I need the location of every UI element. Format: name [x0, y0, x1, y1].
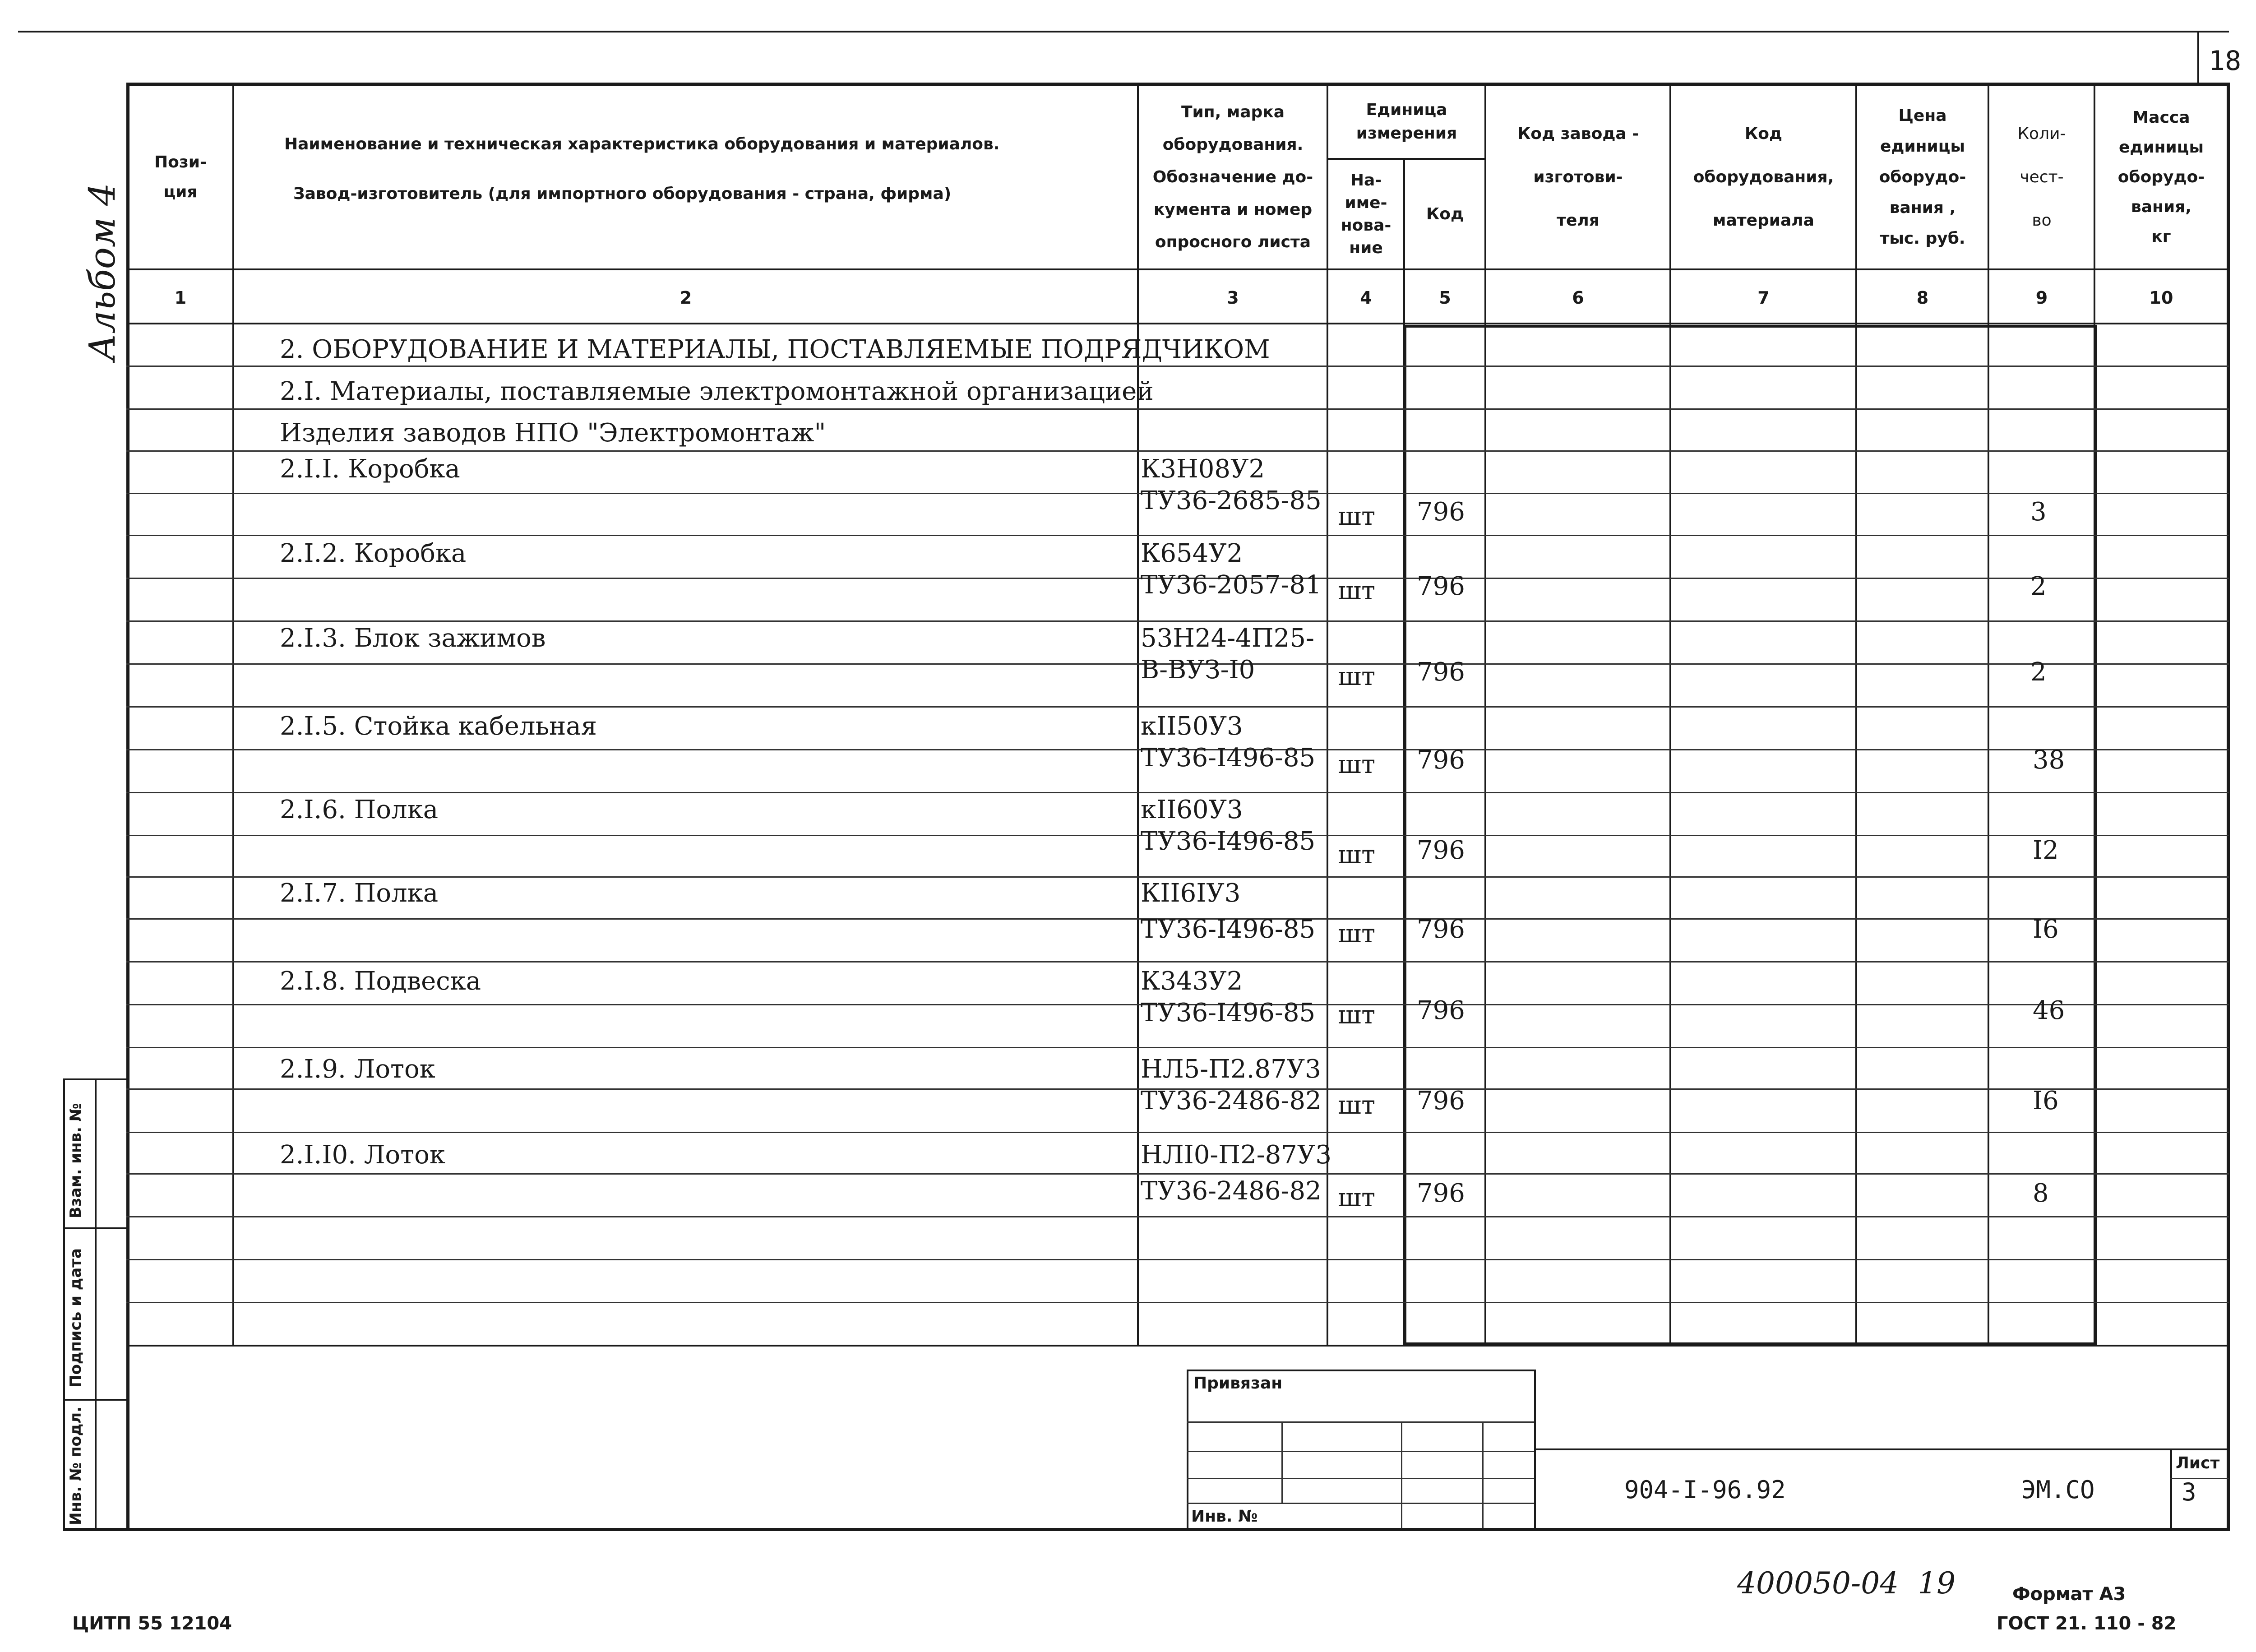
- row-11-type: кII60У3: [1141, 795, 1243, 824]
- colnum-1: 1: [174, 288, 187, 308]
- row-17-name: 2.I.9. Лоток: [280, 1055, 435, 1084]
- row-13-type: КII6IУ3: [1141, 879, 1241, 908]
- colnum-10: 10: [2149, 288, 2173, 308]
- row-8-code: 796: [1417, 657, 1465, 687]
- row-6-qty: 2: [2030, 572, 2047, 601]
- row-10-type: ТУ36-I496-85: [1141, 743, 1316, 773]
- row-16-unit: шт: [1338, 1000, 1376, 1030]
- row-14-code: 796: [1417, 915, 1465, 944]
- inv-no-label: Инв. №: [1191, 1507, 1258, 1526]
- row-9-type: кII50У3: [1141, 712, 1243, 741]
- row-10-unit: шт: [1338, 750, 1376, 779]
- row-5-type: К654У2: [1141, 539, 1243, 568]
- list-label: Лист: [2176, 1454, 2220, 1472]
- header-position: Пози- ция: [154, 153, 207, 201]
- colnum-4: 4: [1360, 288, 1372, 308]
- row-7-type: 53Н24-4П25-: [1141, 624, 1314, 653]
- row-11-name: 2.I.6. Полка: [280, 795, 439, 824]
- row-20-code: 796: [1417, 1179, 1465, 1208]
- header-factory-code: Код завода - изготови- теля: [1517, 124, 1639, 230]
- row-10-code: 796: [1417, 745, 1465, 775]
- row-5-name: 2.I.2. Коробка: [280, 539, 467, 568]
- row-4-unit: шт: [1338, 502, 1376, 531]
- row-6-code: 796: [1417, 572, 1465, 601]
- row-4-code: 796: [1417, 497, 1465, 527]
- row-18-qty: I6: [2033, 1086, 2059, 1115]
- header-unit-code: Код: [1426, 205, 1464, 223]
- album-label: Альбом 4: [81, 183, 123, 361]
- colnum-6: 6: [1572, 288, 1584, 308]
- row-12-code: 796: [1417, 836, 1465, 865]
- row-16-qty: 46: [2033, 996, 2065, 1025]
- row-0-name: 2. ОБОРУДОВАНИЕ И МАТЕРИАЛЫ, ПОСТАВЛЯЕМЫЕ ПОДРЯДЧИКОМ: [280, 335, 1270, 364]
- row-20-unit: шт: [1338, 1183, 1376, 1212]
- row-16-type: ТУ36-I496-85: [1141, 998, 1316, 1027]
- row-8-qty: 2: [2030, 657, 2047, 687]
- row-9-name: 2.I.5. Стойка кабельная: [280, 712, 597, 741]
- header-equipment-code: Код оборудования, материала: [1693, 124, 1834, 230]
- row-6-type: ТУ36-2057-81: [1141, 570, 1322, 600]
- colnum-9: 9: [2035, 288, 2048, 308]
- row-3-type: К3Н08У2: [1141, 454, 1265, 484]
- row-12-type: ТУ36-I496-85: [1141, 827, 1316, 856]
- row-18-type: ТУ36-2486-82: [1141, 1086, 1322, 1115]
- list-number: 3: [2182, 1478, 2196, 1506]
- format-label: Формат А3: [2012, 1584, 2126, 1605]
- header-name-line1: Наименование и техническая характеристика оборудования и материалов.: [284, 135, 1000, 153]
- handwritten-number: 400050-04 19: [1737, 1566, 1956, 1601]
- header-quantity: Коли- чест- во: [2017, 124, 2066, 230]
- row-19-name: 2.I.I0. Лоток: [280, 1140, 445, 1170]
- document-suffix: ЭМ.СО: [2021, 1476, 2095, 1504]
- row-12-qty: I2: [2033, 836, 2059, 865]
- header-unit-group: Единица измерения: [1356, 101, 1457, 143]
- corner-sheet-number: 18: [2209, 45, 2242, 77]
- colnum-5: 5: [1439, 288, 1451, 308]
- row-8-type: В-ВУЗ-I0: [1141, 655, 1255, 685]
- colnum-7: 7: [1757, 288, 1770, 308]
- row-1-name: 2.I. Материалы, поставляемые электромонтажной организацией: [280, 377, 1154, 406]
- row-13-name: 2.I.7. Полка: [280, 879, 439, 908]
- header-type: Тип, марка оборудования. Обозначение до- кумента и номер опросного листа: [1152, 102, 1313, 251]
- row-12-unit: шт: [1338, 840, 1376, 870]
- row-15-name: 2.I.8. Подвеска: [280, 967, 481, 996]
- header-unit-name: На- име- нова- ние: [1341, 171, 1392, 257]
- row-6-unit: шт: [1338, 576, 1376, 606]
- row-3-name: 2.I.I. Коробка: [280, 454, 460, 484]
- row-7-name: 2.I.3. Блок зажимов: [280, 624, 546, 653]
- row-17-type: НЛ5-П2.87У3: [1141, 1055, 1321, 1084]
- stamp-vzam-inv: Взам. инв. №: [67, 1103, 85, 1218]
- row-18-unit: шт: [1338, 1091, 1376, 1120]
- row-16-code: 796: [1417, 996, 1465, 1025]
- header-name-line2: Завод-изготовитель (для импортного оборудования - страна, фирма): [293, 185, 952, 203]
- colnum-3: 3: [1227, 288, 1239, 308]
- row-8-unit: шт: [1338, 662, 1376, 691]
- row-4-qty: 3: [2030, 497, 2047, 527]
- tsitp-label: ЦИТП 55 12104: [72, 1613, 232, 1634]
- row-4-type: ТУ36-2685-85: [1141, 486, 1322, 515]
- row-18-code: 796: [1417, 1086, 1465, 1115]
- header-mass: Масса единицы оборудо- вания, кг: [2117, 108, 2205, 246]
- colnum-2: 2: [680, 288, 692, 308]
- row-2-name: Изделия заводов НПО "Электромонтаж": [280, 418, 826, 448]
- row-14-unit: шт: [1338, 919, 1376, 949]
- stamp-inv-podl: Инв. № подл.: [67, 1406, 85, 1525]
- stamp-podpis-data: Подпись и дата: [67, 1248, 85, 1388]
- row-19-type: НЛI0-П2-87У3: [1141, 1140, 1331, 1170]
- row-14-qty: I6: [2033, 915, 2059, 944]
- gost-label: ГОСТ 21. 110 - 82: [1997, 1613, 2177, 1634]
- privyazan-label: Привязан: [1193, 1374, 1283, 1393]
- row-20-type: ТУ36-2486-82: [1141, 1176, 1322, 1206]
- header-price: Цена единицы оборудо- вания , тыс. руб.: [1879, 106, 1966, 248]
- row-10-qty: 38: [2033, 745, 2065, 775]
- document-code: 904-I-96.92: [1624, 1476, 1786, 1504]
- row-14-type: ТУ36-I496-85: [1141, 915, 1316, 944]
- row-15-type: К343У2: [1141, 967, 1243, 996]
- row-20-qty: 8: [2033, 1179, 2049, 1208]
- colnum-8: 8: [1916, 288, 1929, 308]
